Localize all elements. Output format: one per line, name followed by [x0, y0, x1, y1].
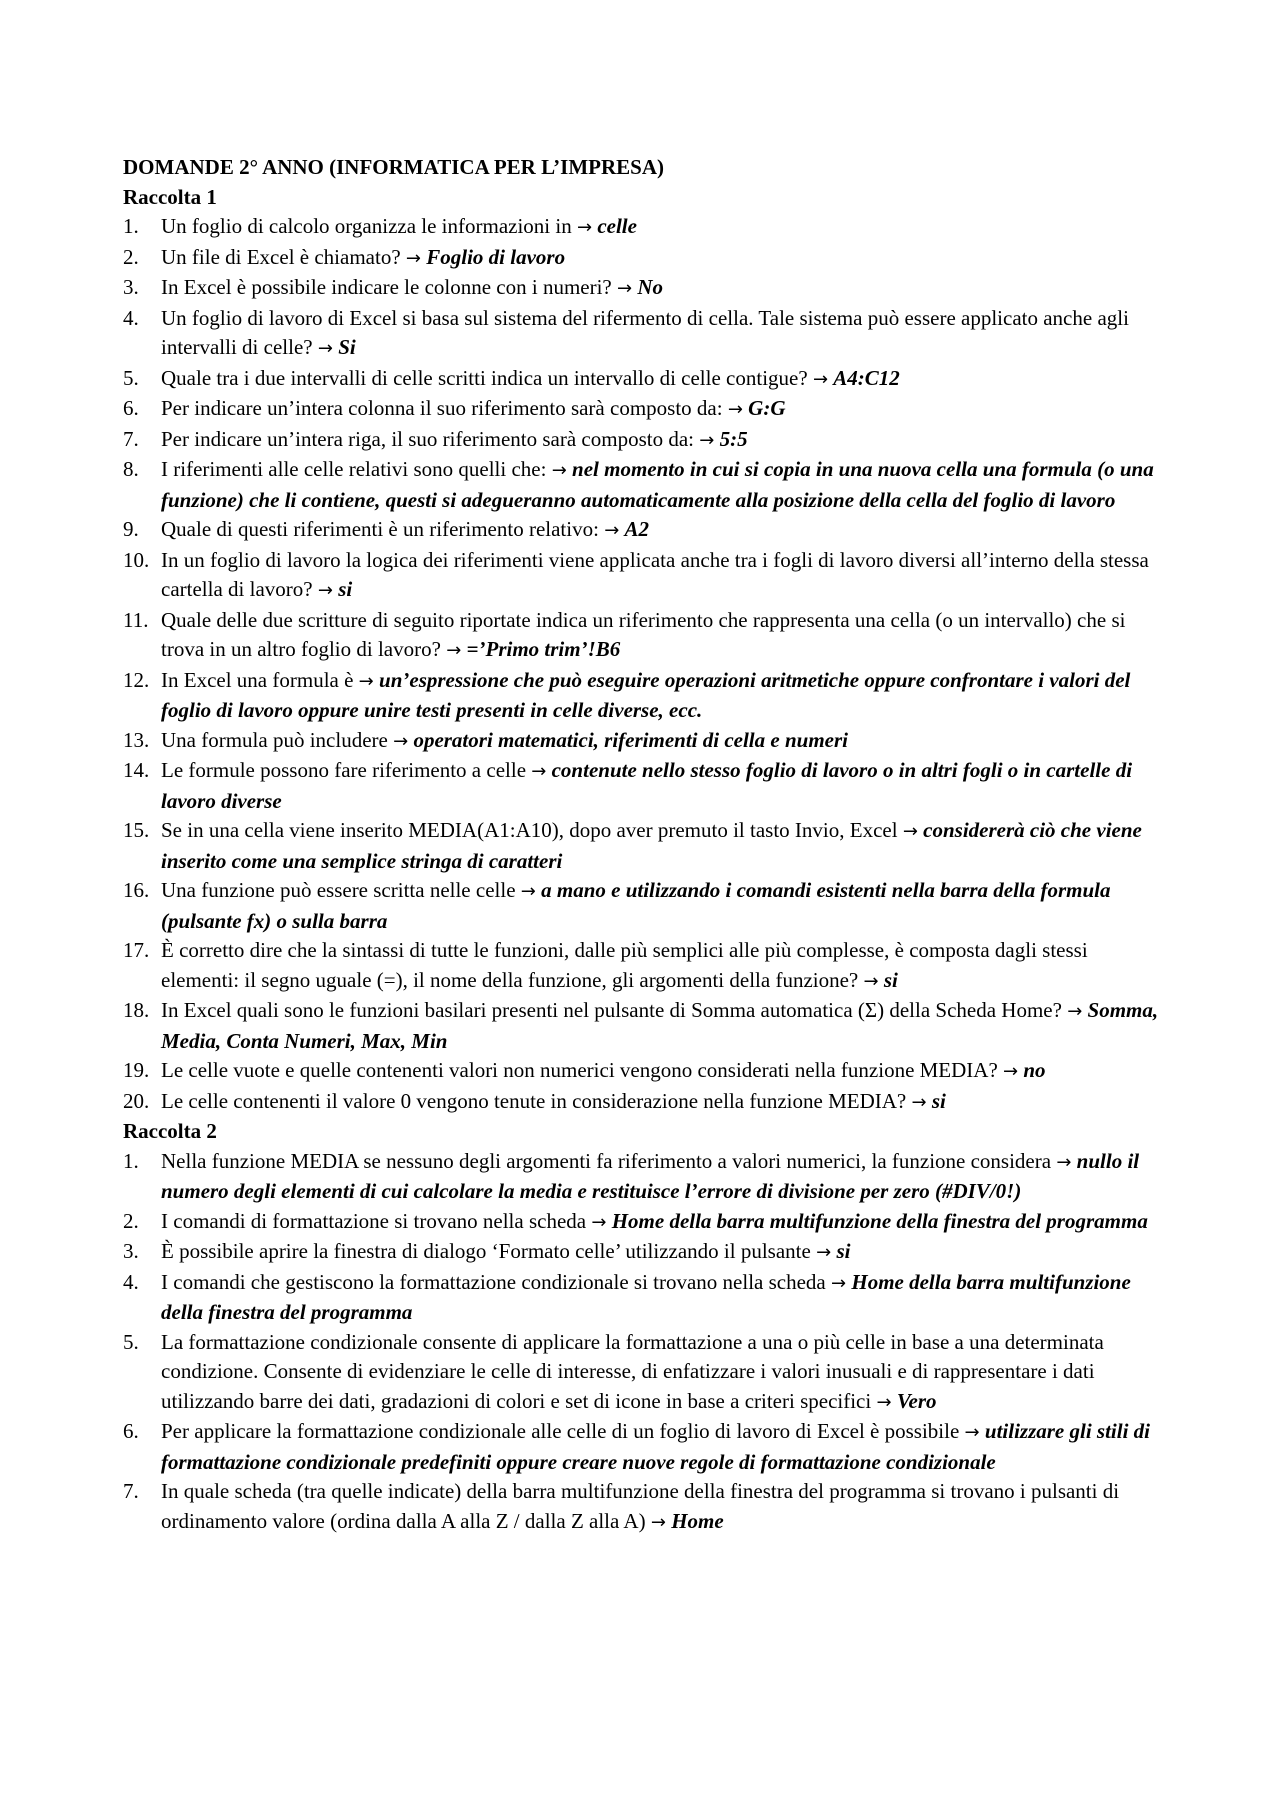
list-item [123, 1477, 1163, 1537]
question-text: In Excel è possibile indicare le colonne con i numeri? [161, 275, 612, 299]
question-text: Le formule possono fare riferimento a celle [161, 758, 527, 782]
item-number: 7. [123, 426, 139, 451]
list-item [123, 243, 1163, 274]
answer-text: considererà ciò che viene inserito come una semplice stringa di caratteri [161, 818, 1142, 873]
question-text: I comandi di formattazione si trovano nella scheda [161, 1208, 587, 1233]
answer-text: si [338, 577, 353, 601]
section-heading: Raccolta 1 [123, 184, 217, 209]
list-item [123, 394, 1163, 425]
answer-text: no [1023, 1058, 1046, 1082]
item-number: 18. [123, 998, 150, 1022]
answer-text: un’espressione che può eseguire operazioni aritmetiche oppure confrontare i valori del foglio di lavoro oppure unire testi presenti in celle diverse, ecc. [161, 667, 1131, 722]
item-number: 7. [123, 1479, 139, 1503]
list-item [123, 876, 1163, 936]
list-item [123, 455, 1163, 515]
list-item [123, 1237, 1163, 1268]
answer-text: si [836, 1239, 851, 1263]
question-text: Per indicare un’intera colonna il suo riferimento sarà composto da: [161, 396, 723, 420]
list-item [123, 996, 1163, 1056]
list-item [123, 425, 1163, 456]
arrow-right-icon: → [317, 580, 333, 601]
list-item [123, 756, 1163, 816]
answer-text: celle [597, 214, 637, 238]
question-text: I riferimenti alle celle relativi sono quelli che: [161, 457, 547, 481]
arrow-right-icon: → [650, 1511, 666, 1533]
question-text: Un file di Excel è chiamato? [161, 244, 401, 269]
arrow-right-icon: → [576, 217, 593, 238]
question-text: In Excel quali sono le funzioni basilari presenti nel pulsante di Somma automatica (Σ) della Scheda Home? [161, 998, 1062, 1022]
arrow-right-icon: → [604, 520, 620, 541]
item-number: 4. [123, 305, 139, 330]
arrow-right-icon: → [1003, 1061, 1019, 1082]
answer-text: a mano e utilizzando i comandi esistenti nella barra della formula (pulsante fx) o sulla barra [161, 878, 1111, 933]
item-number: 12. [123, 667, 150, 692]
question-list [123, 1147, 1163, 1538]
item-number: 11. [123, 607, 149, 632]
item-number: 2. [123, 244, 139, 269]
answer-text: operatori matematici, riferimenti di cella e numeri [413, 727, 848, 752]
item-number: 10. [123, 547, 150, 572]
item-number: 5. [123, 1329, 139, 1354]
question-text: In Excel una formula è [161, 667, 354, 692]
sections-container [123, 183, 1163, 1538]
arrow-right-icon: → [911, 1091, 927, 1113]
list-item [123, 666, 1163, 726]
item-number: 19. [123, 1058, 150, 1082]
question-text: Un foglio di lavoro di Excel si basa sul sistema del rifermento di cella. Tale sistema può essere applicato anche agli intervalli di celle? [161, 305, 1129, 359]
item-number: 14. [123, 758, 150, 782]
arrow-right-icon: → [816, 1242, 832, 1263]
document-page [123, 153, 1163, 1537]
arrow-right-icon: → [964, 1422, 980, 1443]
arrow-right-icon: → [902, 821, 918, 842]
question-text: Una formula può includere [161, 727, 388, 752]
list-item [123, 1056, 1163, 1087]
answer-text: si [931, 1088, 946, 1113]
arrow-right-icon: → [531, 761, 547, 782]
answer-text: nullo il numero degli elementi di cui calcolare la media e restituisce l’errore di divisione per zero (#DIV/0!) [161, 1148, 1140, 1203]
item-number: 13. [123, 727, 150, 752]
item-number: 3. [123, 275, 139, 299]
answer-text: Home della barra multifunzione della finestra del programma [161, 1269, 1131, 1324]
arrow-right-icon: → [446, 640, 462, 661]
list-item [123, 212, 1163, 243]
arrow-right-icon: → [551, 460, 567, 481]
list-item [123, 546, 1163, 606]
answer-text: A2 [624, 517, 650, 541]
question-text: Per indicare un’intera riga, il suo riferimento sarà composto da: [161, 426, 694, 451]
answer-text: Home [671, 1508, 724, 1533]
list-item [123, 1207, 1163, 1238]
list-item [123, 273, 1163, 304]
arrow-right-icon: → [317, 338, 333, 359]
question-text: Se in una cella viene inserito MEDIA(A1:A10), dopo aver premuto il tasto Invio, Excel [161, 818, 898, 842]
question-text: Una funzione può essere scritta nelle celle [161, 878, 516, 902]
section-heading: Raccolta 2 [123, 1119, 217, 1143]
answer-text: G:G [748, 396, 786, 420]
item-number: 8. [123, 457, 139, 481]
document-title: DOMANDE 2° ANNO (INFORMATICA PER L’IMPRESA) [123, 155, 664, 179]
list-item [123, 606, 1163, 666]
arrow-right-icon: → [405, 247, 421, 269]
item-number: 2. [123, 1208, 139, 1233]
arrow-right-icon: → [591, 1211, 607, 1233]
arrow-right-icon: → [520, 881, 536, 902]
answer-text: Home della barra multifunzione della finestra del programma [611, 1208, 1148, 1233]
item-number: 3. [123, 1239, 139, 1263]
arrow-right-icon: → [1056, 1151, 1072, 1173]
arrow-right-icon: → [393, 730, 409, 752]
item-number: 6. [123, 396, 139, 420]
item-number: 9. [123, 517, 139, 541]
answer-text: =’Primo trim’!B6 [466, 637, 621, 661]
list-item [123, 726, 1163, 757]
item-number: 1. [123, 214, 139, 238]
answer-text: Somma, Media, Conta Numeri, Max, Min [161, 998, 1159, 1053]
arrow-right-icon: → [358, 670, 374, 692]
question-text: In un foglio di lavoro la logica dei riferimenti viene applicata anche tra i fogli di lavoro diversi all’interno della stessa cartella di lavoro? [161, 547, 1149, 601]
list-item [123, 515, 1163, 546]
question-text: Le celle vuote e quelle contenenti valori non numerici vengono considerati nella funzione MEDIA? [161, 1058, 998, 1082]
question-text: È possibile aprire la finestra di dialogo ‘Formato celle’ utilizzando il pulsante [161, 1239, 811, 1263]
item-number: 4. [123, 1269, 139, 1294]
answer-text: 5:5 [719, 426, 748, 451]
arrow-right-icon: → [876, 1391, 892, 1413]
question-text: Quale di questi riferimenti è un riferimento relativo: [161, 517, 599, 541]
arrow-right-icon: → [617, 278, 633, 299]
list-item [123, 304, 1163, 364]
list-item [123, 1087, 1163, 1118]
list-item [123, 1417, 1163, 1477]
answer-text: No [637, 275, 664, 299]
list-item [123, 1268, 1163, 1328]
answer-text: Foglio di lavoro [426, 244, 566, 269]
question-text: Un foglio di calcolo organizza le informazioni in [161, 214, 572, 238]
question-text: Per applicare la formattazione condizionale alle celle di un foglio di lavoro di Excel è possibile [161, 1419, 960, 1443]
item-number: 1. [123, 1148, 139, 1173]
question-text: In quale scheda (tra quelle indicate) della barra multifunzione della finestra del programma si trovano i pulsanti di ordinamento valore (ordina dalla A alla Z / dalla Z alla A) [161, 1479, 1120, 1533]
answer-text: Si [338, 335, 356, 359]
list-item [123, 936, 1163, 996]
item-number: 20. [123, 1088, 150, 1113]
question-text: È corretto dire che la sintassi di tutte le funzioni, dalle più semplici alle più complesse, è composta dagli stessi elementi: il segno uguale (=), il nome della funzione, gli argomenti della funzione? [161, 938, 1088, 992]
item-number: 6. [123, 1419, 139, 1443]
question-text: I comandi che gestiscono la formattazione condizionale si trovano nella scheda [161, 1269, 826, 1294]
answer-text: contenute nello stesso foglio di lavoro o in altri fogli o in cartelle di lavoro diverse [161, 758, 1133, 813]
list-item [123, 1328, 1163, 1418]
arrow-right-icon: → [812, 368, 829, 390]
answer-text: utilizzare gli stili di formattazione condizionale predefiniti oppure creare nuove regole di formattazione condizionale [161, 1419, 1151, 1474]
answer-text: Vero [896, 1388, 937, 1413]
item-number: 17. [123, 938, 150, 962]
list-item [123, 816, 1163, 876]
list-item [123, 364, 1163, 395]
question-text: Quale tra i due intervalli di celle scritti indica un intervallo di celle contigue? [161, 365, 808, 390]
question-text: Quale delle due scritture di seguito riportate indica un riferimento che rappresenta una cella (o un intervallo) che si trova in un altro foglio di lavoro? [161, 607, 1126, 661]
arrow-right-icon: → [727, 399, 743, 420]
question-text: Nella funzione MEDIA se nessuno degli argomenti fa riferimento a valori numerici, la funzione considera [161, 1148, 1052, 1173]
item-number: 15. [123, 818, 150, 842]
item-number: 5. [123, 365, 139, 390]
item-number: 16. [123, 878, 150, 902]
question-text: Le celle contenenti il valore 0 vengono tenute in considerazione nella funzione MEDIA? [161, 1088, 907, 1113]
answer-text: A4:C12 [833, 365, 900, 390]
question-text: La formattazione condizionale consente di applicare la formattazione a una o più celle in base a una determinata condizione. Consente di evidenziare le celle di interesse, di enfatizzare i valori inusuali e di rappresentare i dati utilizzando barre dei dati, gradazioni di colori e set di icone in base a criteri specifici [161, 1329, 1104, 1413]
question-list [123, 212, 1163, 1117]
arrow-right-icon: → [1067, 1001, 1083, 1022]
answer-text: nel momento in cui si copia in una nuova cella una formula (o una funzione) che li contiene, questi si adegueranno automaticamente alla posizione della cella del foglio di lavoro [161, 457, 1154, 512]
answer-text: si [883, 967, 898, 992]
list-item [123, 1147, 1163, 1207]
arrow-right-icon: → [863, 970, 879, 992]
arrow-right-icon: → [831, 1272, 847, 1294]
arrow-right-icon: → [699, 429, 715, 451]
